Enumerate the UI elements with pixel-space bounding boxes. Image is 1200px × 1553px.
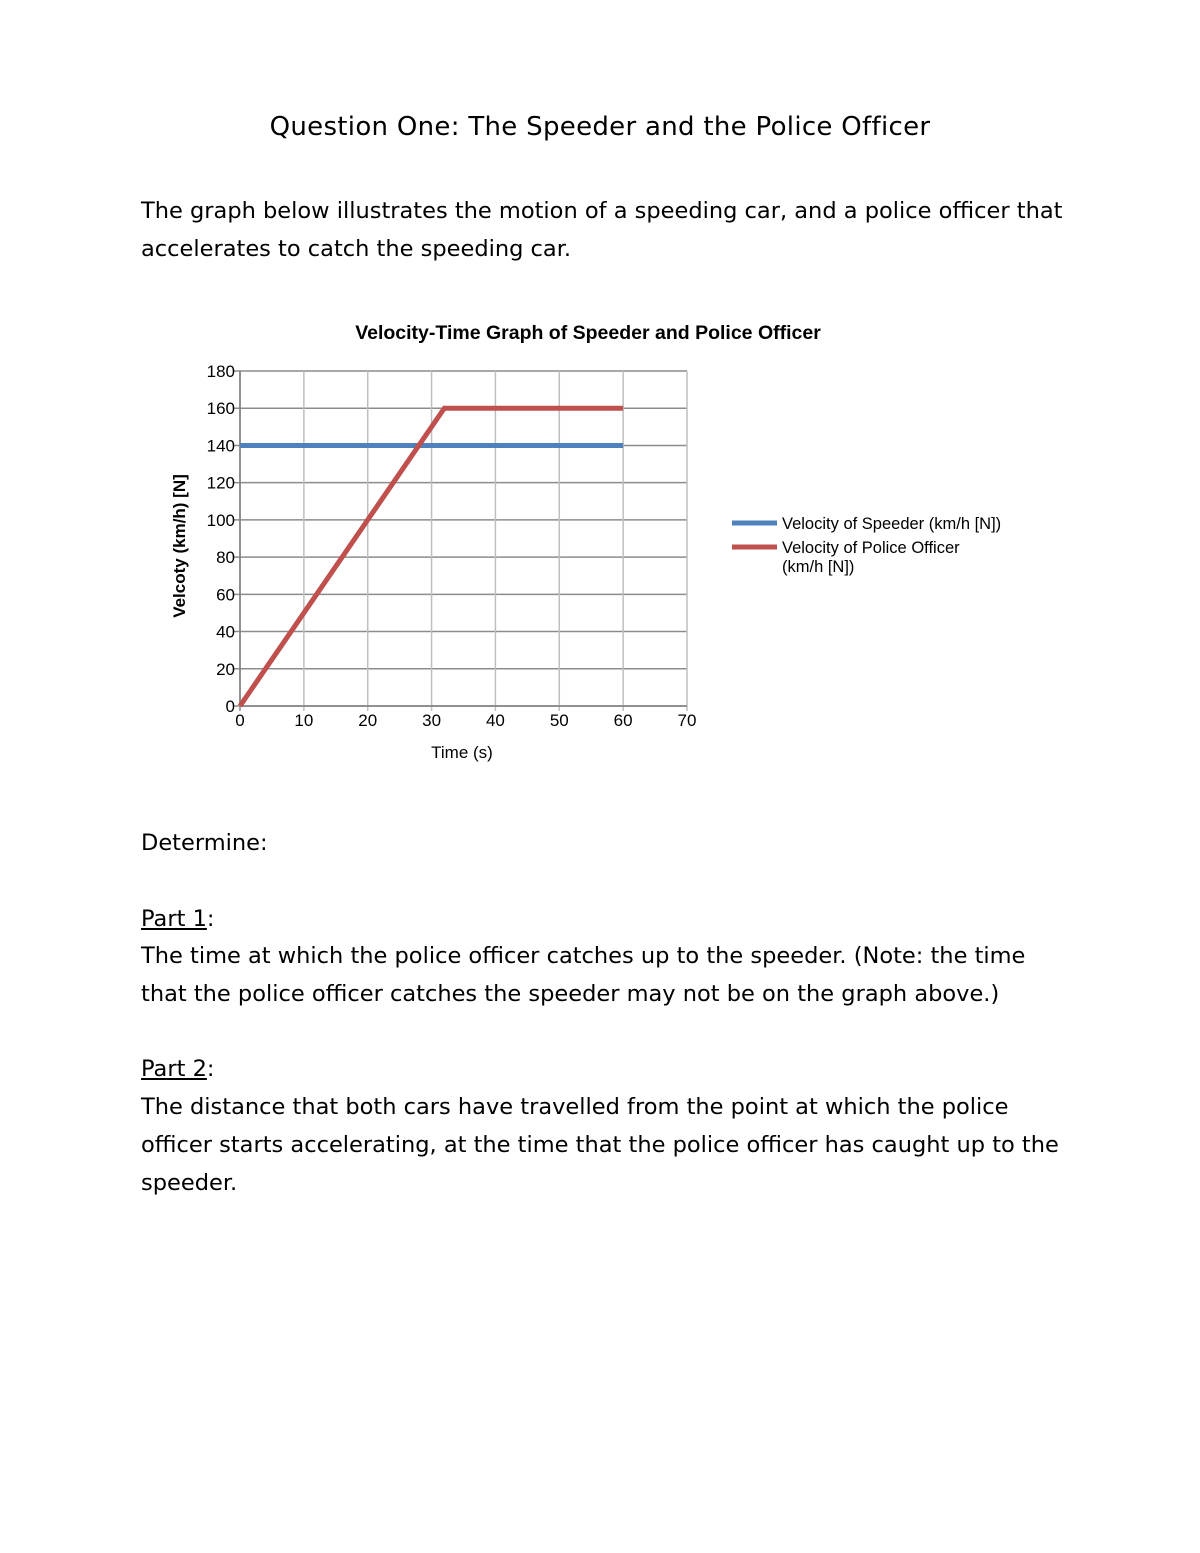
y-axis-title: Velcoty (km/h) [N] bbox=[170, 474, 189, 618]
part1-label: Part 1 bbox=[141, 906, 207, 932]
part2-label: Part 2 bbox=[141, 1056, 207, 1082]
question-title: Question One: The Speeder and the Police Officer bbox=[269, 112, 931, 142]
y-tick-label: 180 bbox=[206, 362, 235, 381]
part2-colon: : bbox=[206, 1056, 215, 1082]
chart-legend bbox=[732, 515, 1001, 576]
velocity-time-chart bbox=[160, 310, 1060, 780]
part1-colon: : bbox=[206, 906, 215, 932]
chart-svg bbox=[160, 310, 1060, 780]
y-tick-label: 0 bbox=[225, 697, 235, 716]
y-tick-label: 80 bbox=[216, 548, 235, 568]
x-tick-label: 30 bbox=[422, 711, 442, 730]
x-tick-label: 50 bbox=[549, 711, 569, 730]
intro-paragraph: The graph below illustrates the motion of a speeding car, and a police officer that accelerates to catch the speeding car. bbox=[141, 198, 1063, 262]
y-tick-label: 40 bbox=[216, 622, 235, 642]
y-tick-label: 60 bbox=[216, 585, 235, 605]
y-tick-label: 120 bbox=[206, 473, 235, 493]
legend-label-1: Velocity of Speeder (km/h [N]) bbox=[782, 515, 1002, 533]
x-tick-label: 0 bbox=[235, 711, 245, 730]
x-tick-label: 40 bbox=[485, 711, 505, 730]
part2-text: The distance that both cars have travelled from the point at which the police officer starts accelerating, at the time that the police officer has caught up to the speeder. bbox=[141, 1094, 1059, 1196]
part1-heading bbox=[141, 900, 1071, 938]
determine-label: Determine: bbox=[141, 830, 268, 856]
y-tick-label: 140 bbox=[206, 436, 235, 456]
y-axis-ticks bbox=[207, 362, 235, 716]
part1-text: The time at which the police officer catches up to the speeder. (Note: the time that the police officer catches the speeder may not be on the graph above.) bbox=[141, 943, 1026, 1007]
part2-heading bbox=[141, 1050, 1071, 1088]
x-tick-label: 60 bbox=[613, 711, 633, 730]
chart-grid bbox=[234, 371, 687, 711]
y-tick-label: 20 bbox=[216, 659, 235, 679]
y-tick-label: 100 bbox=[206, 510, 235, 530]
legend-label-2: Velocity of Police Officer (km/h [N]) bbox=[782, 539, 960, 576]
x-axis-title: Time (s) bbox=[431, 743, 493, 762]
x-tick-label: 10 bbox=[294, 711, 314, 730]
x-axis-ticks bbox=[235, 711, 696, 730]
x-tick-label: 20 bbox=[358, 711, 378, 730]
y-tick-label: 160 bbox=[206, 399, 235, 419]
chart-title: Velocity-Time Graph of Speeder and Police Officer bbox=[355, 322, 821, 344]
x-tick-label: 70 bbox=[677, 711, 697, 730]
